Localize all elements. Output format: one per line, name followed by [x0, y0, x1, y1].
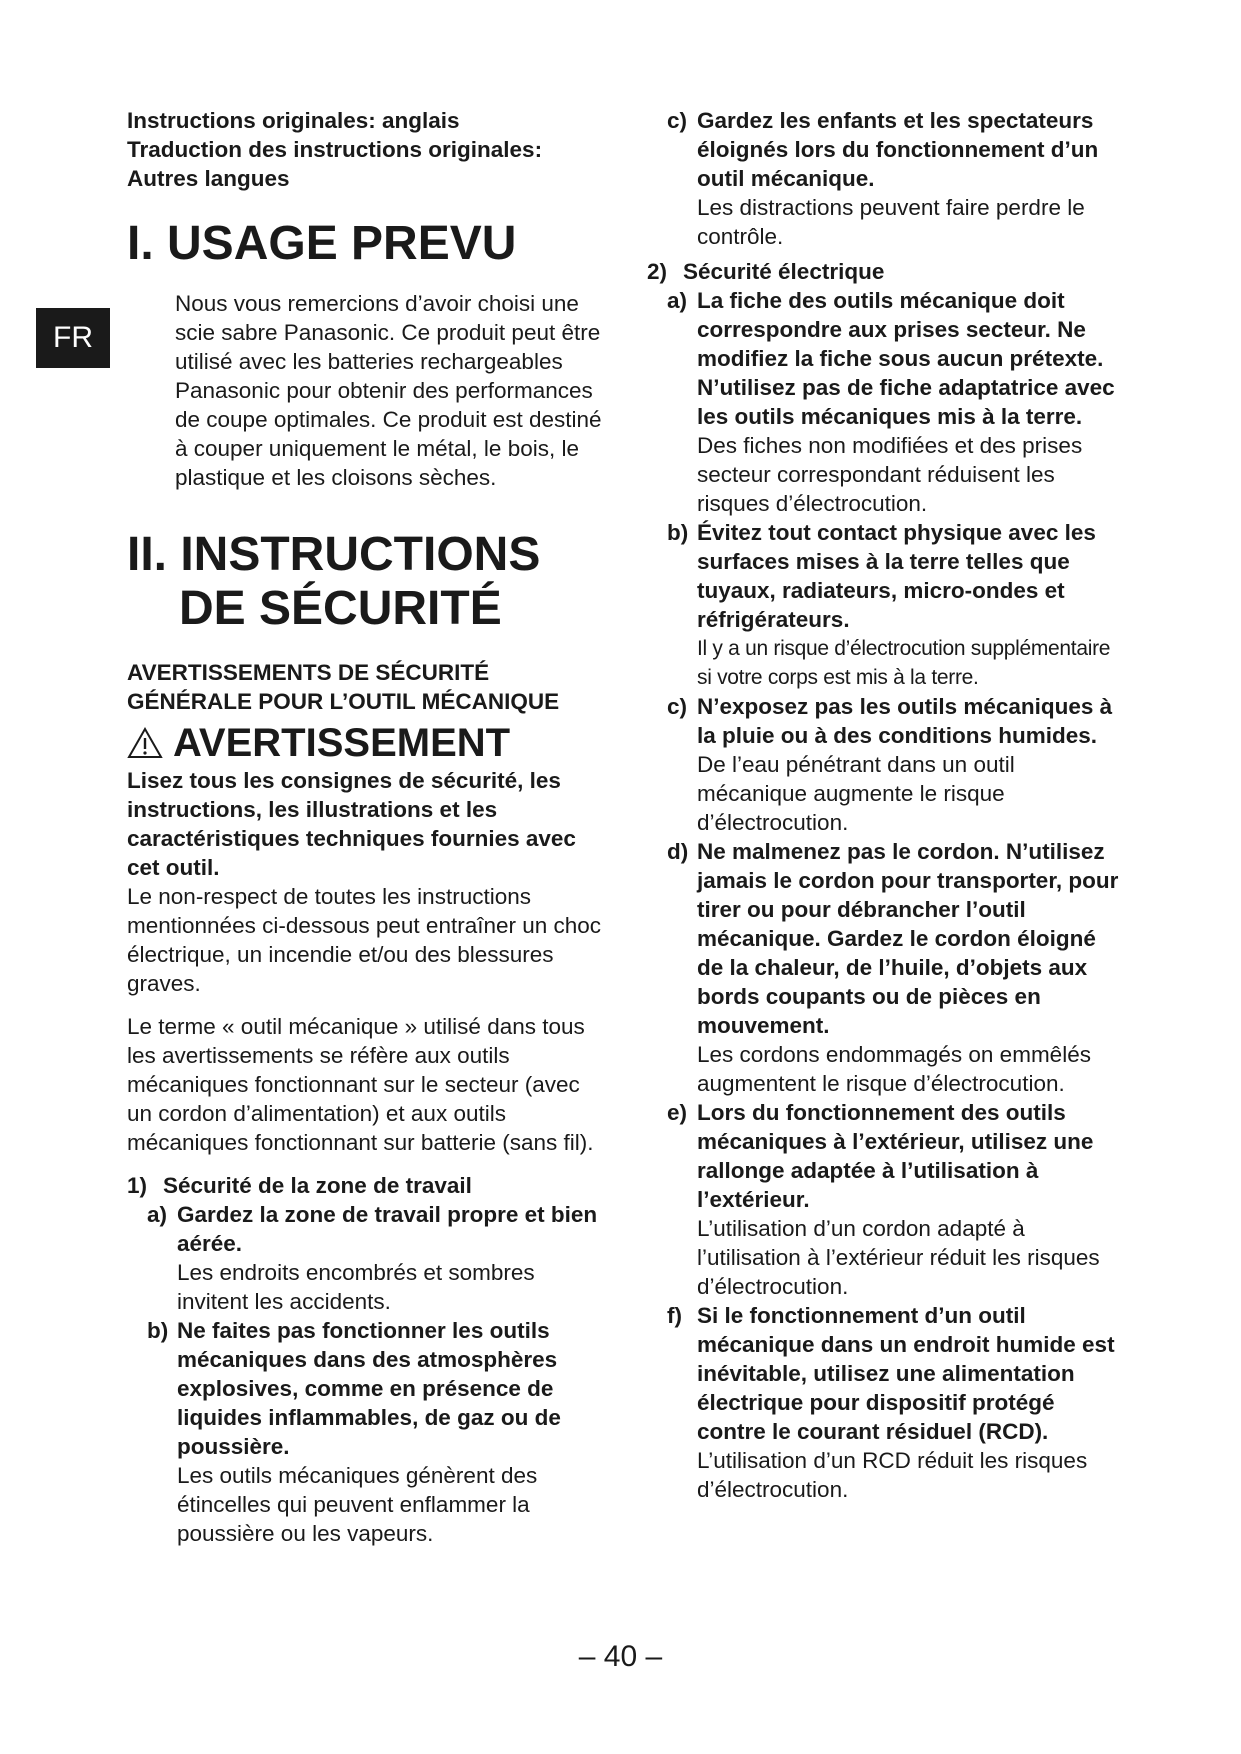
work-area-num: 1) [127, 1173, 148, 1198]
warning-triangle-icon [127, 727, 163, 759]
item-text: Les endroits encombrés et sombres invitent les accidents. [177, 1260, 535, 1314]
item-bold: Gardez les enfants et les spectateurs éloignés lors du fonctionnement d’un outil mécanique. [697, 108, 1099, 191]
item-letter: b) [667, 520, 689, 545]
item-bold: Évitez tout contact physique avec les surfaces mises à la terre telles que tuyaux, radiateurs, micro-ondes et réfrigérateurs. [697, 520, 1096, 632]
list-item [647, 518, 1127, 692]
safety-title [127, 528, 607, 636]
item-letter: f) [667, 1303, 682, 1328]
warning-text: Le non-respect de toutes les instructions mentionnées ci-dessous peut entraîner un choc électrique, un incendie et/ou des blessures graves. [127, 884, 602, 996]
item-text: De l’eau pénétrant dans un outil mécanique augmente le risque d’électrocution. [697, 752, 1015, 835]
list-item [647, 106, 1127, 251]
item-letter: c) [667, 694, 688, 719]
item-bold: La fiche des outils mécanique doit correspondre aux prises secteur. Ne modifiez la fiche sous aucun prétexte. N’utilisez pas de fiche adaptatrice avec les outils mécaniques mis à la terre. [697, 288, 1115, 429]
item-bold: Ne malmenez pas le cordon. N’utilisez jamais le cordon pour transporter, pour tirer ou pour débrancher l’outil mécanique. Gardez le cordon éloigné de la chaleur, de l’huile, d’objets aux bords coupants ou de pièces en mouvement. [697, 839, 1119, 1038]
right-column [647, 106, 1127, 1504]
item-text: L’utilisation d’un cordon adapté à l’utilisation à l’extérieur réduit les risques d’électrocution. [697, 1216, 1100, 1299]
item-bold: Ne faites pas fonctionner les outils mécaniques dans des atmosphères explosives, comme en présence de liquides inflammables, de gaz ou de poussière. [177, 1318, 561, 1459]
work-area-title: Sécurité de la zone de travail [163, 1173, 472, 1198]
item-text: L’utilisation d’un RCD réduit les risques d’électrocution. [697, 1448, 1088, 1502]
item-text: Les outils mécaniques génèrent des étincelles qui peuvent enflammer la poussière ou les vapeurs. [177, 1463, 538, 1546]
list-item [647, 1098, 1127, 1301]
item-text: Il y a un risque d’électrocution supplémentaire si votre corps est mis à la terre. [697, 637, 1111, 689]
item-bold: Lors du fonctionnement des outils mécaniques à l’extérieur, utilisez une rallonge adaptée à l’utilisation à l’extérieur. [697, 1100, 1094, 1212]
safety-title-line1: II. INSTRUCTIONS [127, 528, 541, 581]
electrical-num: 2) [647, 259, 668, 284]
left-column [127, 106, 607, 1548]
warning-label: AVERTISSEMENT [173, 721, 511, 765]
item-letter: a) [147, 1202, 168, 1227]
item-letter: c) [667, 108, 688, 133]
item-text: Les distractions peuvent faire perdre le contrôle. [697, 195, 1085, 249]
item-bold: N’exposez pas les outils mécaniques à la pluie ou à des conditions humides. [697, 694, 1113, 748]
list-item [127, 1316, 607, 1548]
item-bold: Si le fonctionnement d’un outil mécanique dans un endroit humide est inévitable, utilisez une alimentation électrique pour dispositif protégé contre le courant résiduel (RCD). [697, 1303, 1115, 1444]
item-text: Des fiches non modifiées et des prises secteur correspondant réduisent les risques d’électrocution. [697, 433, 1083, 516]
original-language-line: Instructions originales: anglais [127, 108, 460, 133]
list-item [647, 692, 1127, 837]
usage-body: Nous vous remercions d’avoir choisi une scie sabre Panasonic. Ce produit peut être utilisé avec les batteries rechargeables Panasonic pour obtenir des performances de coupe optimales. Ce produit est destiné à couper uniquement le métal, le bois, le plastique et les cloisons sèches. [175, 291, 602, 490]
item-letter: b) [147, 1318, 169, 1343]
translation-line: Traduction des instructions originales: [127, 137, 543, 162]
other-languages-line: Autres langues [127, 166, 290, 191]
list-item [127, 1200, 607, 1316]
general-warning-heading-1: AVERTISSEMENTS DE SÉCURITÉ [127, 660, 490, 685]
general-warning-heading-2: GÉNÉRALE POUR L’OUTIL MÉCANIQUE [127, 689, 560, 714]
warning-header [127, 720, 607, 766]
item-letter: a) [667, 288, 688, 313]
list-item [647, 837, 1127, 1098]
item-letter: d) [667, 839, 689, 864]
language-tab-fr: FR [36, 308, 110, 368]
item-bold: Gardez la zone de travail propre et bien aérée. [177, 1202, 598, 1256]
usage-title: I. USAGE PREVU [127, 217, 517, 270]
electrical-title: Sécurité électrique [683, 259, 885, 284]
list-item [647, 286, 1127, 518]
item-text: Les cordons endommagés on emmêlés augmentent le risque d’électrocution. [697, 1042, 1091, 1096]
safety-title-line2: DE SÉCURITÉ [179, 582, 502, 635]
page-number: – 40 – [578, 1640, 663, 1673]
term-definition: Le terme « outil mécanique » utilisé dans tous les avertissements se réfère aux outils mécaniques fonctionnant sur le secteur (avec un cordon d’alimentation) et aux outils mécaniques fonctionnant sur batterie (sans fil). [127, 1014, 594, 1155]
electrical-heading [647, 257, 1127, 286]
warning-bold-text: Lisez tous les consignes de sécurité, les instructions, les illustrations et les caractéristiques techniques fournies avec cet outil. [127, 768, 576, 880]
work-area-heading [127, 1171, 607, 1200]
item-letter: e) [667, 1100, 688, 1125]
list-item [647, 1301, 1127, 1504]
